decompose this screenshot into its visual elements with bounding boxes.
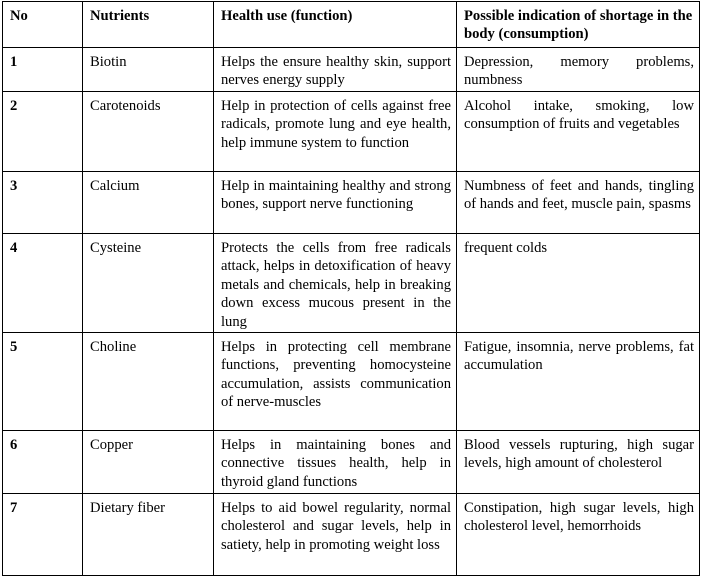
shortage-cell: Constipation, high sugar levels, high cholesterol level, hemorrhoids — [457, 494, 700, 576]
row-number: 5 — [3, 333, 83, 431]
nutrient-name: Dietary fiber — [83, 494, 214, 576]
shortage-cell: Blood vessels rupturing, high sugar levels, high amount of cholesterol — [457, 431, 700, 494]
nutrient-name: Carotenoids — [83, 92, 214, 172]
table-row — [3, 333, 700, 431]
table-row — [3, 431, 700, 494]
table-row — [3, 92, 700, 172]
nutrient-name: Cysteine — [83, 234, 214, 333]
row-number: 4 — [3, 234, 83, 333]
table-row — [3, 494, 700, 576]
row-number: 6 — [3, 431, 83, 494]
nutrient-name: Copper — [83, 431, 214, 494]
health-use-cell: Protects the cells from free radicals attack, helps in detoxification of heavy metals and chemicals, help in breaking down excess mucous present in the lung — [214, 234, 457, 333]
nutrient-name: Choline — [83, 333, 214, 431]
header-shortage: Possible indication of shortage in the body (consumption) — [457, 2, 700, 48]
shortage-cell: frequent colds — [457, 234, 700, 333]
health-use-cell: Helps in protecting cell membrane functions, preventing homocysteine accumulation, assists communication of nerve-muscles — [214, 333, 457, 431]
health-use-cell: Helps in maintaining bones and connective tissues health, help in thyroid gland functions — [214, 431, 457, 494]
nutrient-name: Calcium — [83, 172, 214, 234]
row-number: 3 — [3, 172, 83, 234]
table-row — [3, 234, 700, 333]
header-no: No — [3, 2, 83, 48]
nutrient-name: Biotin — [83, 48, 214, 92]
shortage-cell: Depression, memory problems, numbness — [457, 48, 700, 92]
nutrients-table — [2, 1, 700, 576]
shortage-cell: Numbness of feet and hands, tingling of hands and feet, muscle pain, spasms — [457, 172, 700, 234]
table-row — [3, 48, 700, 92]
header-nutrients: Nutrients — [83, 2, 214, 48]
header-health-use: Health use (function) — [214, 2, 457, 48]
shortage-cell: Alcohol intake, smoking, low consumption of fruits and vegetables — [457, 92, 700, 172]
row-number: 2 — [3, 92, 83, 172]
health-use-cell: Helps the ensure healthy skin, support nerves energy supply — [214, 48, 457, 92]
table-header-row — [3, 2, 700, 48]
row-number: 1 — [3, 48, 83, 92]
table-row — [3, 172, 700, 234]
shortage-cell: Fatigue, insomnia, nerve problems, fat accumulation — [457, 333, 700, 431]
health-use-cell: Help in maintaining healthy and strong bones, support nerve functioning — [214, 172, 457, 234]
row-number: 7 — [3, 494, 83, 576]
health-use-cell: Helps to aid bowel regularity, normal cholesterol and sugar levels, help in satiety, help in promoting weight loss — [214, 494, 457, 576]
health-use-cell: Help in protection of cells against free radicals, promote lung and eye health, help immune system to function — [214, 92, 457, 172]
